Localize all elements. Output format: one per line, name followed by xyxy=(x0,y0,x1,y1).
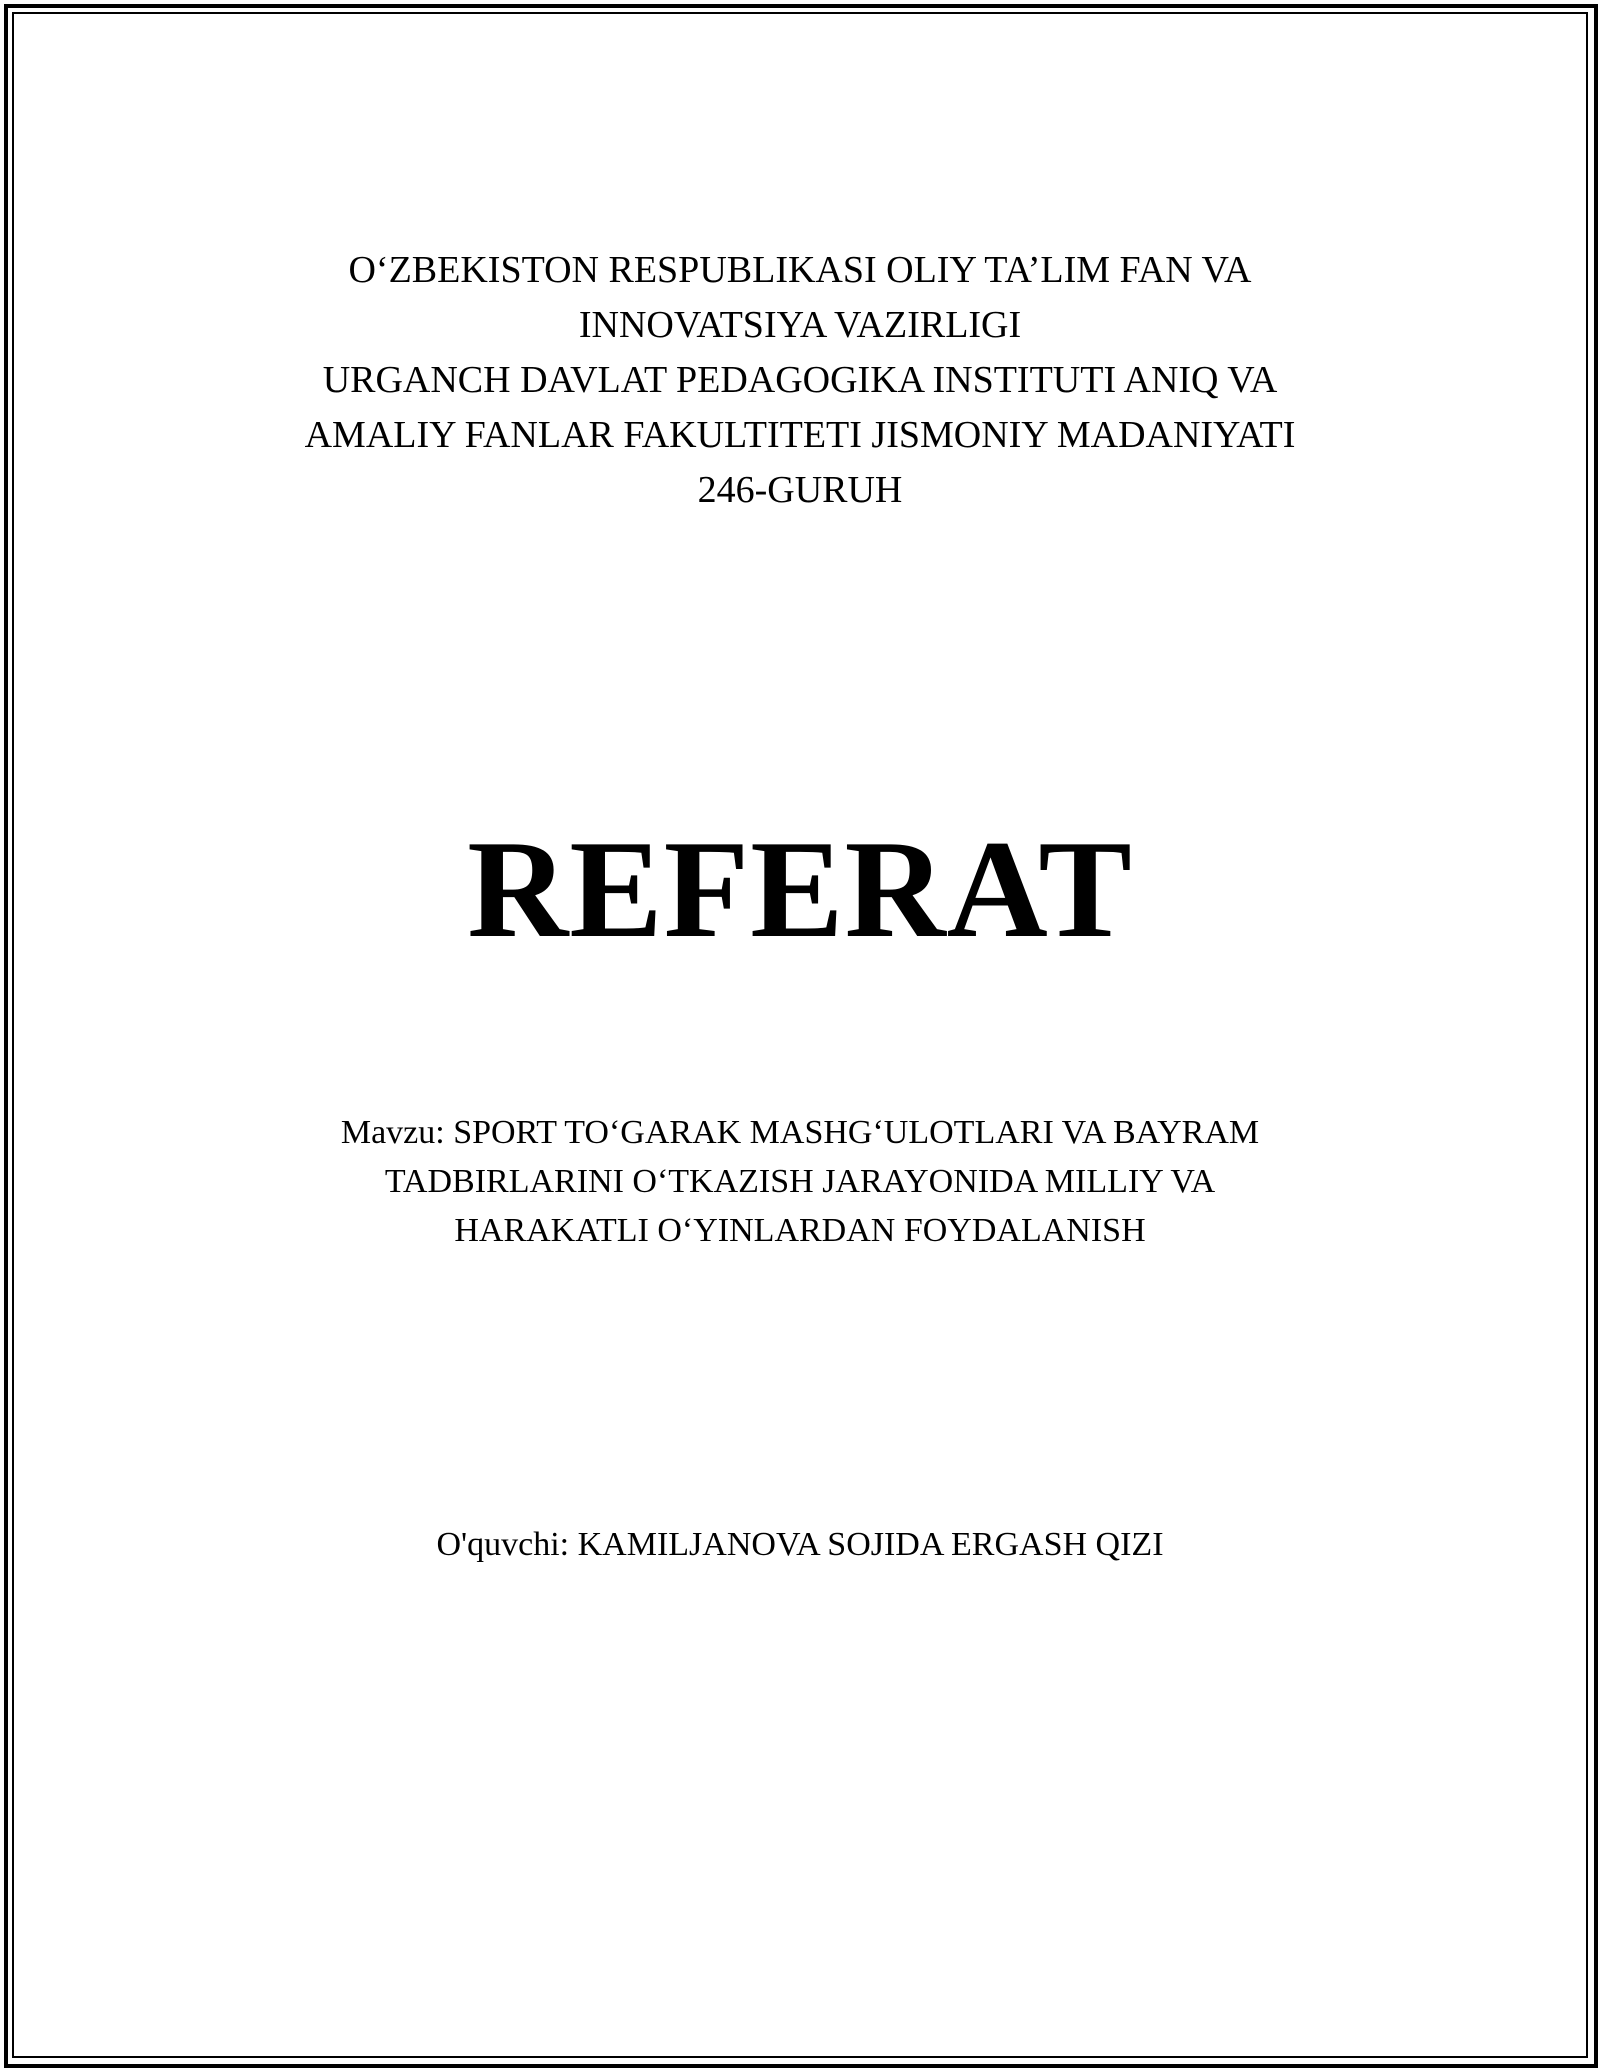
group-number: 246-GURUH xyxy=(697,469,903,511)
topic-line: Mavzu: SPORT TO‘GARAK MASHG‘ULOTLARI VA BAYRAM xyxy=(340,1114,1260,1151)
header-line: AMALIY FANLAR FAKULTITETI JISMONIY MADANIYATI xyxy=(304,414,1296,456)
student-name: O'quvchi: KAMILJANOVA SOJIDA ERGASH QIZI xyxy=(436,1526,1164,1563)
topic-line: TADBIRLARINI O‘TKAZISH JARAYONIDA MILLIY VA xyxy=(384,1163,1216,1200)
institution-header xyxy=(200,243,1400,518)
topic-line: HARAKATLI O‘YINLARDAN FOYDALANISH xyxy=(454,1212,1146,1249)
header-line: O‘ZBEKISTON RESPUBLIKASI OLIY TA’LIM FAN VA xyxy=(348,249,1252,291)
topic-block xyxy=(200,1108,1400,1255)
header-line: INNOVATSIYA VAZIRLIGI xyxy=(578,304,1022,346)
document-title: REFERAT xyxy=(467,812,1133,967)
header-line: URGANCH DAVLAT PEDAGOGIKA INSTITUTI ANIQ VA xyxy=(322,359,1278,401)
